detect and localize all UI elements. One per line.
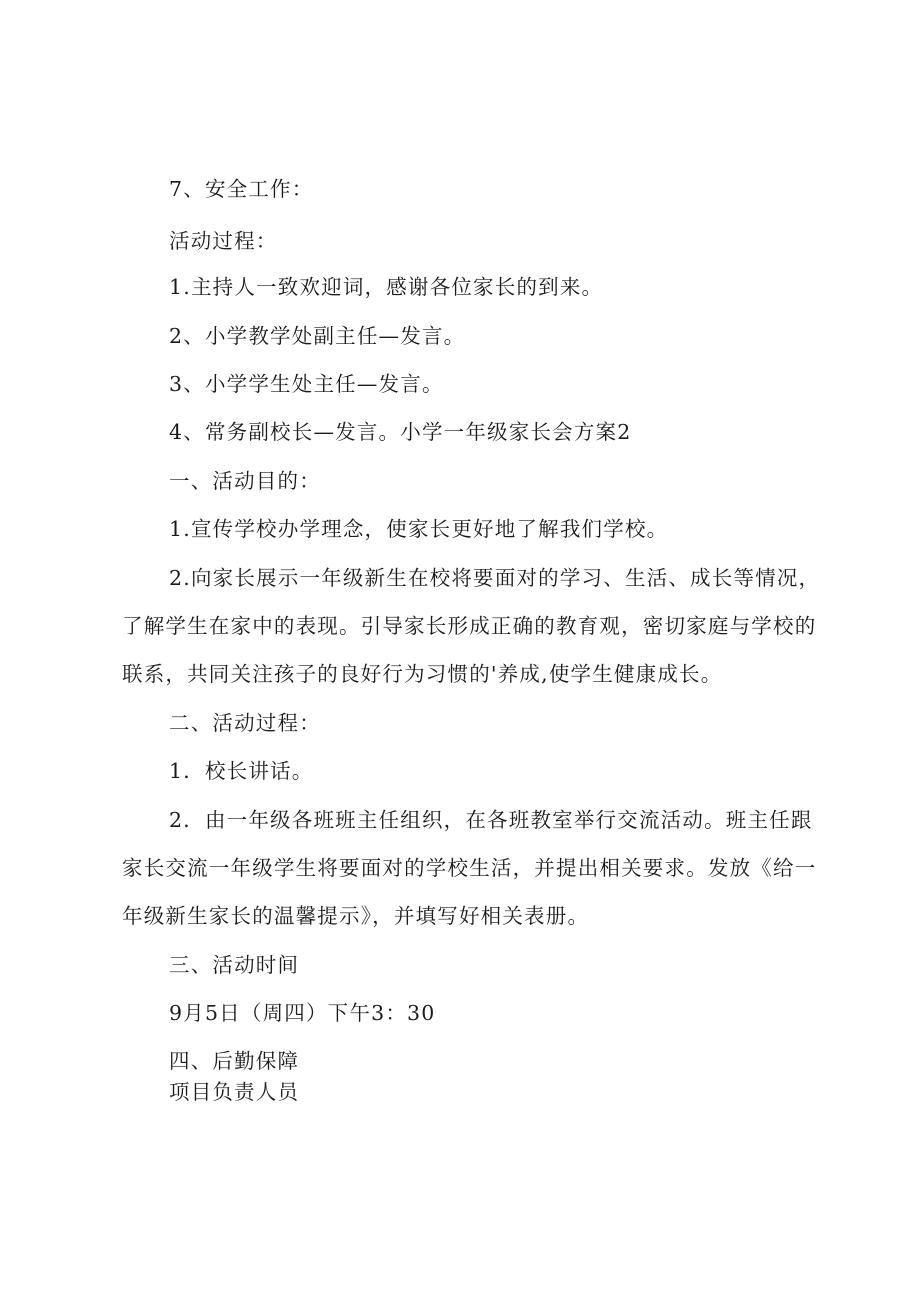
purpose-item-1: 1.宣传学校办学理念，使家长更好地了解我们学校。 bbox=[169, 517, 669, 541]
purpose-item-2-line-1: 2.向家长展示一年级新生在校将要面对的学习、生活、成长等情况， bbox=[169, 566, 821, 590]
purpose-item-2-line-3: 联系，共同关注孩子的良好行为习惯的'养成,使学生健康成长。 bbox=[122, 662, 723, 686]
section-heading-process: 二、活动过程： bbox=[169, 711, 321, 735]
process-step-4: 4、常务副校长—发言。小学一年级家长会方案2 bbox=[169, 420, 632, 444]
process-step-1: 1.主持人一致欢迎词，感谢各位家长的到来。 bbox=[169, 275, 604, 299]
heading-activity-process: 活动过程： bbox=[169, 229, 278, 253]
section-heading-time: 三、活动时间 bbox=[169, 953, 300, 977]
logistics-table-header: 项目负责人员 bbox=[169, 1080, 300, 1104]
process-step-2: 2、小学教学处副主任—发言。 bbox=[169, 324, 466, 348]
section-heading-logistics: 四、后勤保障 bbox=[169, 1049, 300, 1073]
process-item-2-line-1: 2．由一年级各班班主任组织，在各班教室举行交流活动。班主任跟 bbox=[169, 808, 813, 832]
item-safety-work: 7、安全工作： bbox=[169, 177, 314, 201]
process-step-3: 3、小学学生处主任—发言。 bbox=[169, 372, 444, 396]
purpose-item-2-line-2: 了解学生在家中的表现。引导家长形成正确的教育观，密切家庭与学校的 bbox=[122, 614, 817, 638]
process-item-2-line-3: 年级新生家长的温馨提示》，并填写好相关表册。 bbox=[122, 904, 590, 928]
process-item-1: 1．校长讲话。 bbox=[169, 759, 314, 783]
activity-time: 9月5日（周四）下午3：30 bbox=[169, 1001, 436, 1025]
section-heading-purpose: 一、活动目的： bbox=[169, 469, 321, 493]
process-item-2-line-2: 家长交流一年级学生将要面对的学校生活，并提出相关要求。发放《给一 bbox=[122, 856, 817, 880]
